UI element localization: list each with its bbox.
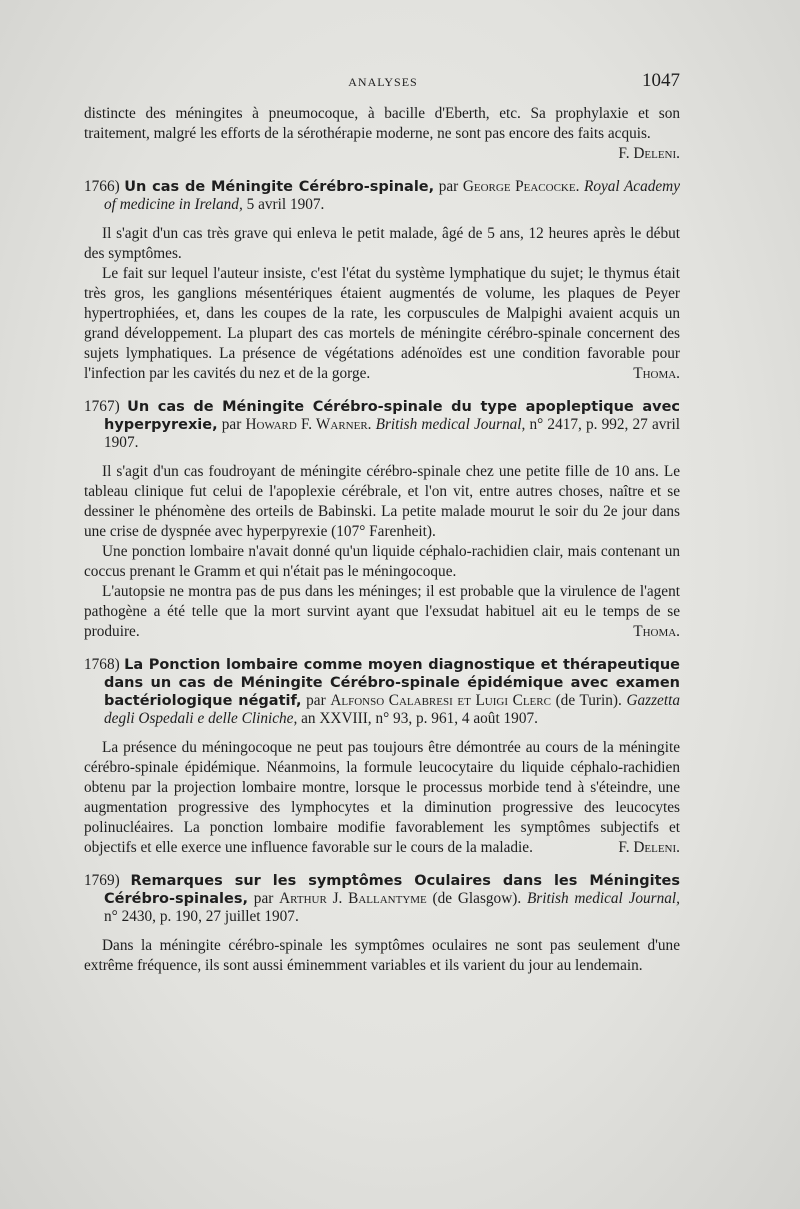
- intro-paragraph: [84, 104, 680, 162]
- entry-paragraph: Il s'agit d'un cas foudroyant de méningite cérébro-spinale chez une petite fille de 10 ans. Le tableau clinique fut celui de l'apoplexie cérébrale, et l'on vit, entre autres choses, naître et se dessiner le phénomène des orteils de Babinski. La petite malade mourut le soir du 2e jour dans une crise de dyspnée avec hyperpyrexie (107° Farenheit).: [84, 463, 680, 540]
- entry-paragraph: Une ponction lombaire n'avait donné qu'un liquide céphalo-rachidien clair, mais contenant un coccus prenant le Gramm et qui n'était pas le méningocoque.: [84, 543, 680, 580]
- entry-author: Howard F. Warner.: [245, 416, 372, 433]
- entry-title: Un cas de Méningite Cérébro-spinale,: [124, 179, 435, 195]
- entry-paragraph: [84, 582, 680, 642]
- entry-paragraph: [84, 738, 680, 858]
- entry-heading: [84, 872, 680, 926]
- entry-number: 1769): [84, 872, 120, 889]
- entry-author: Alfonso Calabresi et Luigi Clerc: [330, 692, 551, 709]
- entry-1767: [84, 398, 680, 642]
- entry-source: British medical Journal,: [375, 416, 526, 433]
- entry-source: Gazzetta degli Ospedali e delle Cliniche,: [104, 692, 680, 727]
- entry-author: Arthur J. Ballantyme: [279, 890, 427, 907]
- entry-1769: [84, 872, 680, 976]
- entry-number: 1768): [84, 656, 120, 673]
- entry-author: George Peacocke.: [462, 178, 580, 195]
- entry-title: Remarques sur les symptômes Oculaires dans les Méningites Cérébro-spinales,: [104, 873, 681, 907]
- entry-paragraph-text: L'autopsie ne montra pas de pus dans les méninges; il est probable que la virulence de l'agent pathogène a été telle que la mort survint ayant que l'exsudat habituel ait eu le temps de se produire.: [84, 583, 680, 640]
- entry-source-prefix: (de Turin).: [555, 692, 622, 709]
- entry-signature: Thoma.: [633, 365, 680, 382]
- intro-text: distincte des méningites à pneumocoque, à bacille d'Eberth, etc. Sa prophylaxie et son traitement, malgré les efforts de la sérothérapie moderne, ne sont pas encore des faits acquis.: [84, 105, 680, 142]
- entry-paragraph: Il s'agit d'un cas très grave qui enleva le petit malade, âgé de 5 ans, 12 heures après le début des symptômes.: [84, 225, 680, 262]
- entry-title: La Ponction lombaire comme moyen diagnostique et thérapeutique dans un cas de Méningite Cérébro-spinale épidémique avec examen bactériologique négatif,: [104, 657, 680, 709]
- entry-date: 5 avril 1907.: [246, 196, 325, 213]
- entry-by: par: [253, 890, 274, 907]
- page-header: [84, 70, 680, 94]
- entry-title: Un cas de Méningite Cérébro-spinale du type apopleptique avec hyperpyrexie,: [104, 399, 680, 433]
- entry-date: n° 2430, p. 190, 27 juillet 1907.: [104, 908, 299, 925]
- intro-signature: F. Deleni.: [618, 145, 680, 162]
- entry-by: par: [221, 416, 242, 433]
- entry-number: 1767): [84, 398, 120, 415]
- entry-signature: Thoma.: [633, 623, 680, 640]
- entry-date: n° 2417, p. 992, 27 avril 1907.: [104, 416, 680, 451]
- entry-source: Royal Academy of medicine in Ireland,: [104, 178, 681, 213]
- entry-1768: [84, 656, 680, 858]
- entry-heading: [84, 656, 680, 728]
- page-number: 1047: [642, 70, 680, 91]
- entry-heading: [84, 398, 680, 452]
- entry-source: British medical Journal,: [526, 890, 680, 907]
- entry-paragraph: [84, 264, 680, 384]
- entry-1766: [84, 178, 680, 384]
- entry-by: par: [306, 692, 326, 709]
- entry-signature: F. Deleni.: [618, 839, 680, 856]
- entry-by: par: [438, 178, 459, 195]
- entry-heading: [84, 178, 680, 214]
- running-title: ANALYSES: [348, 75, 418, 89]
- entry-paragraph-text: Le fait sur lequel l'auteur insiste, c'est l'état du système lymphatique du sujet; le thymus était très gros, les ganglions mésentériques étaient augmentés de volume, les plaques de Peyer hypertrophiées, et, dans les coupes de la rate, les corpuscules de Malpighi avaient acquis un grand développement. La plupart des cas mortels de méningite cérébro-spinale concernent des sujets lymphatiques. La présence de végétations adénoïdes est une condition favorable pour l'infection par les cavités du nez et de la gorge.: [84, 265, 680, 382]
- entry-number: 1766): [84, 178, 120, 195]
- entry-paragraph-text: La présence du méningocoque ne peut pas toujours être démontrée au cours de la méningite cérébro-spinale épidémique. Néanmoins, la formule leucocytaire du liquide céphalo-rachidien obtenu par la projection lombaire montre, lorsque le processus morbide tend à s'éteindre, une augmentation progressive des lymphocytes et la diminution progressive des leucocytes polinucléaires. La ponction lombaire modifie favorablement les symptômes subjectifs et objectifs et elle exerce une influence favorable sur le cours de la maladie.: [84, 739, 680, 856]
- entry-source-prefix: (de Glasgow).: [432, 890, 522, 907]
- entry-paragraph: Dans la méningite cérébro-spinale les symptômes oculaires ne sont pas seulement d'une extrême fréquence, ils sont aussi éminemment variables et ils varient du jour au lendemain.: [84, 937, 680, 974]
- entry-date: an XXVIII, n° 93, p. 961, 4 août 1907.: [301, 710, 538, 727]
